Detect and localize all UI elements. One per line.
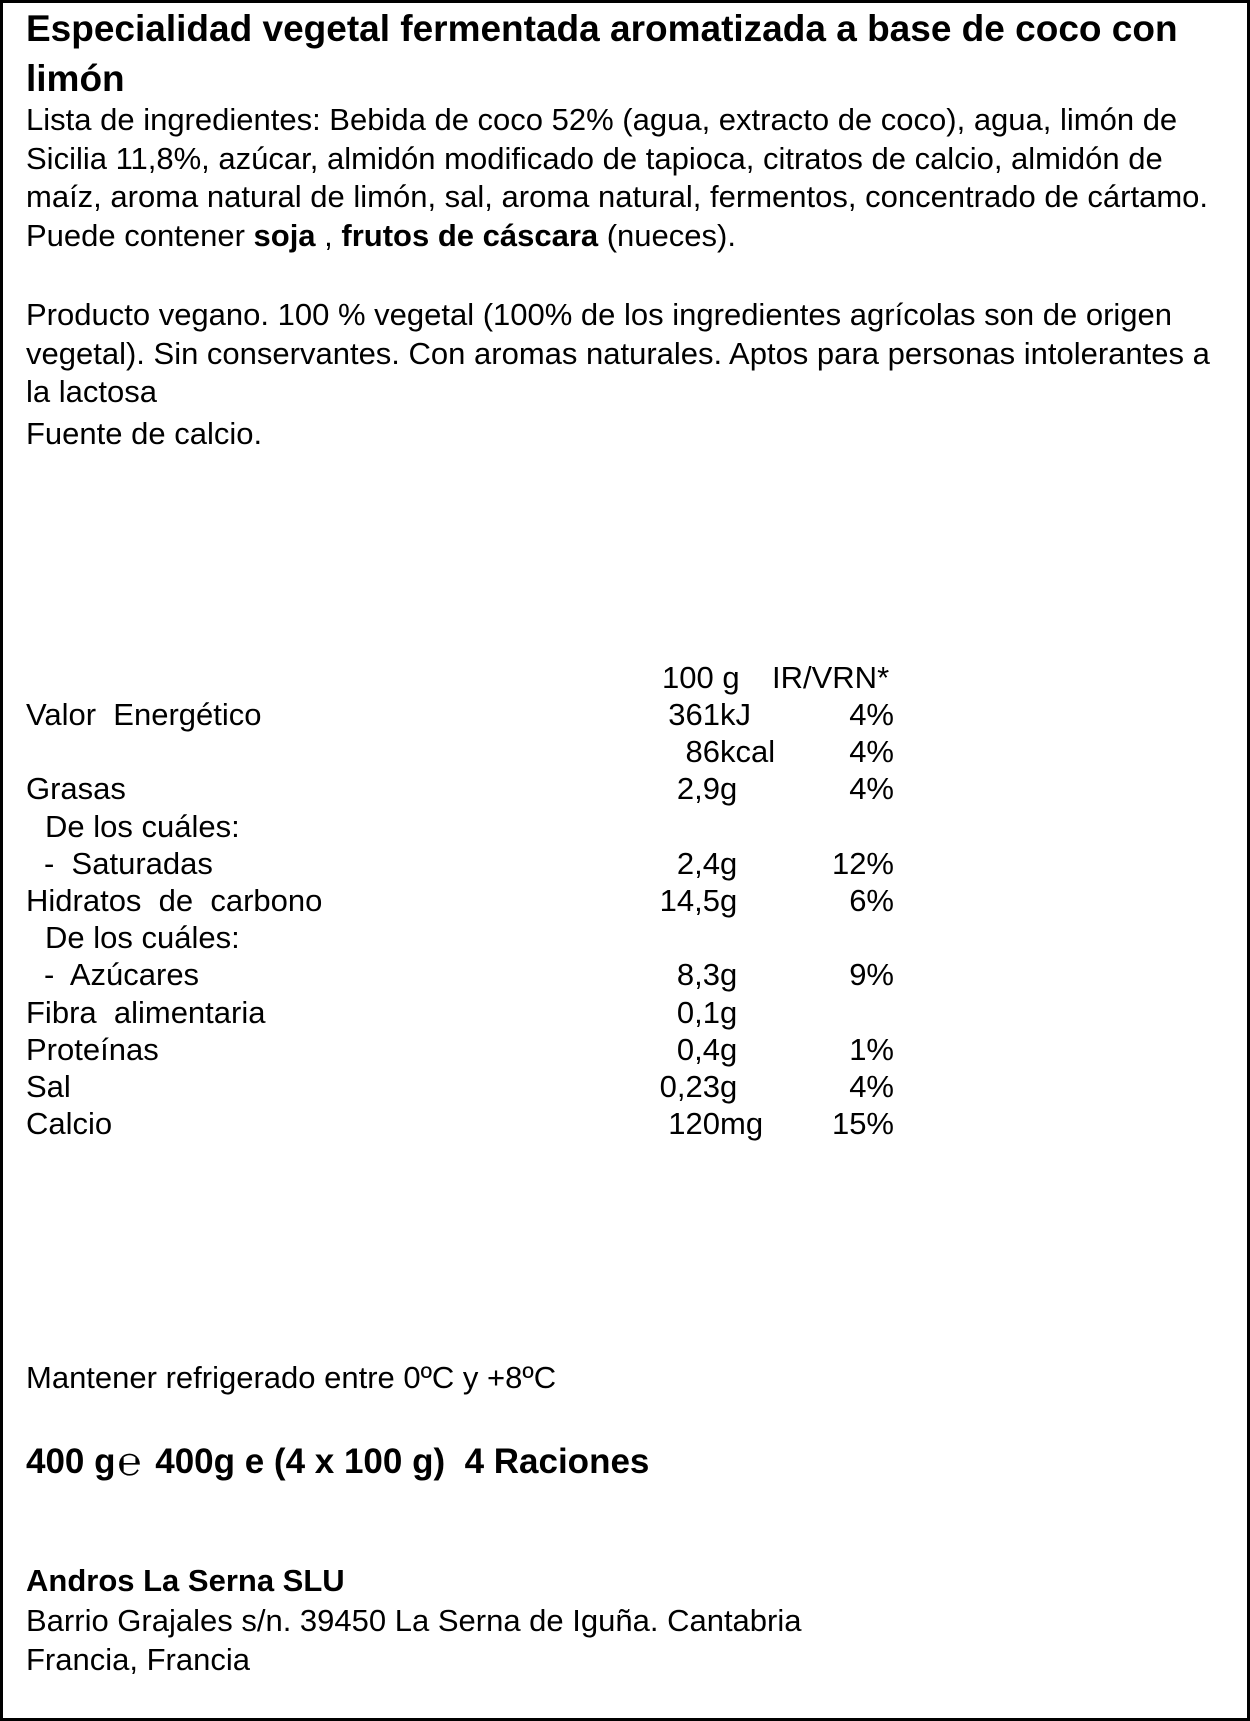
nutrient-reference-intake: 4% xyxy=(849,734,894,770)
nutrient-unit: g xyxy=(720,883,738,918)
nutrient-amount: 8,3 xyxy=(676,957,720,993)
nutrient-label: Fibra alimentaria xyxy=(26,994,266,1030)
nutrient-amount: 361 xyxy=(668,697,720,732)
ingredients-tail: (nueces). xyxy=(598,217,736,253)
storage-instructions: Mantener refrigerado entre 0ºC y +8ºC xyxy=(26,1360,557,1395)
nutrition-row xyxy=(0,1068,1250,1106)
estimated-sign-icon: ℮ xyxy=(117,1440,142,1484)
nutrient-unit: g xyxy=(720,845,738,881)
nutrient-unit: kJ xyxy=(720,697,751,732)
nutrient-unit: g xyxy=(720,771,738,807)
nutrient-reference-intake: 12% xyxy=(831,845,894,881)
company-address: Barrio Grajales s/n. 39450 La Serna de Iguña. Cantabria xyxy=(26,1603,802,1638)
company-name: Andros La Serna SLU xyxy=(26,1563,345,1598)
nutrient-label: Hidratos de carbono xyxy=(26,883,323,918)
nutrient-unit: mg xyxy=(720,1106,764,1142)
nutrient-label: De los cuáles: xyxy=(45,808,240,844)
nutrient-label: - Azúcares xyxy=(44,957,200,993)
allergen-soja: soja xyxy=(253,217,316,253)
nutrient-unit: g xyxy=(720,994,738,1030)
nutrition-row xyxy=(0,733,1250,771)
nutrition-row xyxy=(0,994,1250,1032)
nutrient-amount: 0,23 xyxy=(659,1069,720,1104)
nutrition-row xyxy=(0,919,1250,957)
nutrient-label: De los cuáles: xyxy=(45,920,240,956)
quantity-detail: 400g e (4 x 100 g) 4 Raciones xyxy=(145,1442,650,1481)
nutrition-row xyxy=(0,808,1250,846)
nutrition-row xyxy=(0,1105,1250,1143)
nutrition-header-amount: 100 g xyxy=(662,660,740,695)
company-address-block xyxy=(26,1602,801,1679)
nutrient-reference-intake: 15% xyxy=(831,1106,894,1142)
nutrient-unit: kcal xyxy=(720,734,776,770)
nutrient-label: Sal xyxy=(26,1069,71,1104)
nutrition-row xyxy=(0,845,1250,883)
nutrient-label: Calcio xyxy=(26,1106,113,1142)
nutrient-unit: g xyxy=(720,1031,738,1067)
nutrient-amount: 2,9 xyxy=(676,771,720,807)
net-weight: 400 g xyxy=(26,1442,116,1481)
nutrition-header-reference: IR/VRN* xyxy=(772,660,890,695)
ingredients-text: Lista de ingredientes: Bebida de coco 52% (agua, extracto de coco), agua, limón de Sicilia 11,8%, azúcar, almidón modificado de tapioca, citratos de calcio, almidón de maíz, aroma natural de limón, sal, aroma natural, fermentos, concentrado de cártamo. Puede contener xyxy=(26,102,1209,253)
vegan-claim: Producto vegano. 100 % vegetal (100% de los ingredientes agrícolas son de origen vegetal). Sin conservantes. Con aromas naturales. Aptos para personas intolerantes a la lactosa xyxy=(26,297,1210,409)
nutrition-header xyxy=(0,659,1250,697)
nutrient-reference-intake: 9% xyxy=(849,957,894,993)
nutrient-reference-intake: 4% xyxy=(849,771,894,807)
ingredients-list xyxy=(26,101,1226,255)
nutrient-label: Grasas xyxy=(26,771,126,807)
nutrient-amount: 14,5 xyxy=(659,883,720,918)
nutrition-row xyxy=(0,956,1250,994)
nutrition-row xyxy=(0,1031,1250,1069)
country-of-origin: Francia, Francia xyxy=(26,1641,250,1677)
nutrient-reference-intake: 6% xyxy=(849,883,894,918)
nutrient-unit: g xyxy=(720,957,738,993)
nutrient-label: Valor Energético xyxy=(26,697,262,732)
nutrient-amount: 0,1 xyxy=(676,994,720,1030)
net-quantity xyxy=(26,1439,649,1485)
nutrient-reference-intake: 4% xyxy=(849,1069,894,1104)
allergen-separator: , xyxy=(315,217,342,253)
allergen-frutos-cascara: frutos de cáscara xyxy=(341,217,599,253)
calcium-claim: Fuente de calcio. xyxy=(26,416,263,451)
nutrient-unit: g xyxy=(720,1069,738,1104)
nutrient-amount: 0,4 xyxy=(676,1031,720,1067)
nutrient-label: - Saturadas xyxy=(44,845,213,881)
nutrient-reference-intake: 1% xyxy=(849,1031,894,1067)
nutrient-reference-intake: 4% xyxy=(849,697,894,732)
nutrition-row xyxy=(0,882,1250,920)
nutrient-amount: 86 xyxy=(685,734,720,770)
nutrient-amount: 120 xyxy=(668,1106,720,1142)
nutrient-amount: 2,4 xyxy=(676,845,720,881)
nutrient-label: Proteínas xyxy=(26,1031,159,1067)
nutrition-row xyxy=(0,696,1250,734)
nutrition-row xyxy=(0,770,1250,808)
product-title: Especialidad vegetal fermentada aromatizada a base de coco con limón xyxy=(26,8,1178,99)
